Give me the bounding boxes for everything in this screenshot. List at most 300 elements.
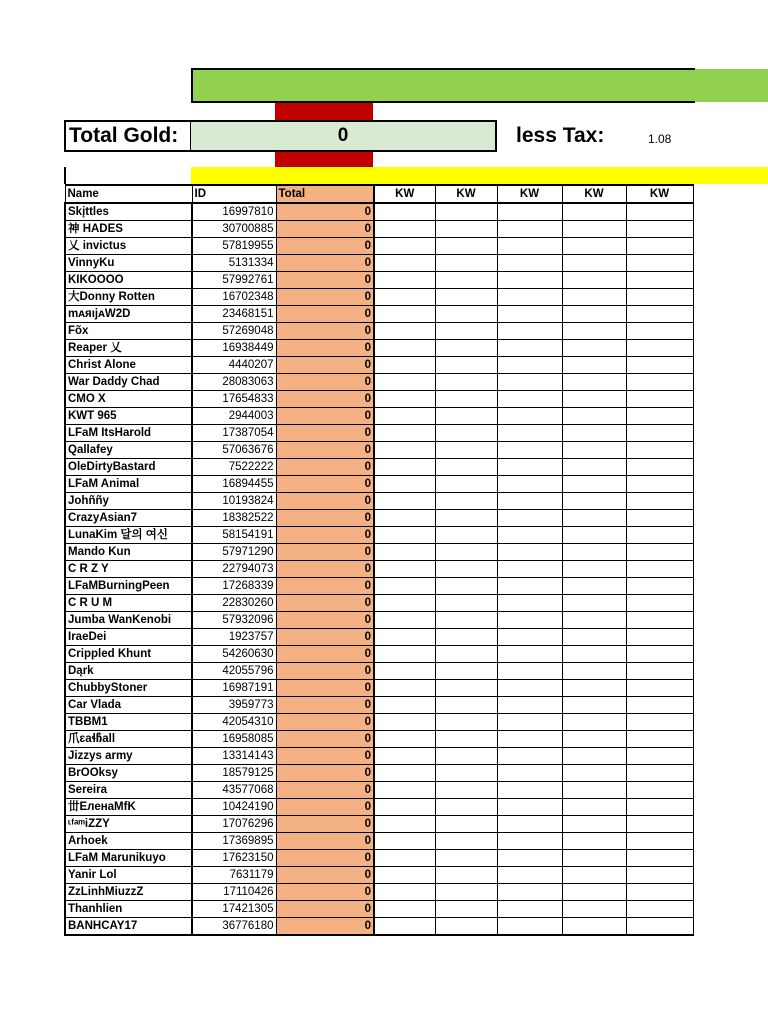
- name-cell[interactable]: Skįttles: [65, 203, 192, 221]
- kw-cell-4[interactable]: [562, 203, 626, 221]
- id-cell[interactable]: 54260630: [192, 646, 276, 663]
- kw-cell-4[interactable]: [562, 731, 626, 748]
- kw-cell-2[interactable]: [435, 425, 497, 442]
- kw-cell-5[interactable]: [626, 612, 693, 629]
- kw-cell-1[interactable]: [374, 203, 435, 221]
- kw-cell-5[interactable]: [626, 646, 693, 663]
- kw-cell-3[interactable]: [497, 714, 562, 731]
- total-cell[interactable]: 0: [276, 680, 374, 697]
- kw-cell-3[interactable]: [497, 510, 562, 527]
- kw-cell-4[interactable]: [562, 782, 626, 799]
- kw-cell-3[interactable]: [497, 544, 562, 561]
- column-header-id[interactable]: ID: [192, 185, 276, 203]
- kw-cell-1[interactable]: [374, 442, 435, 459]
- total-cell[interactable]: 0: [276, 850, 374, 867]
- kw-cell-1[interactable]: [374, 459, 435, 476]
- total-cell[interactable]: 0: [276, 255, 374, 272]
- kw-cell-1[interactable]: [374, 255, 435, 272]
- name-cell[interactable]: BANHCAY17: [65, 918, 192, 936]
- name-cell[interactable]: Car Vlada: [65, 697, 192, 714]
- kw-cell-2[interactable]: [435, 680, 497, 697]
- name-cell[interactable]: Mando Kun: [65, 544, 192, 561]
- kw-cell-2[interactable]: [435, 238, 497, 255]
- kw-cell-4[interactable]: [562, 459, 626, 476]
- kw-cell-5[interactable]: [626, 340, 693, 357]
- name-cell[interactable]: KWT 965: [65, 408, 192, 425]
- id-cell[interactable]: 10193824: [192, 493, 276, 510]
- total-cell[interactable]: 0: [276, 833, 374, 850]
- kw-cell-3[interactable]: [497, 765, 562, 782]
- id-cell[interactable]: 57971290: [192, 544, 276, 561]
- id-cell[interactable]: 57269048: [192, 323, 276, 340]
- kw-cell-3[interactable]: [497, 221, 562, 238]
- total-cell[interactable]: 0: [276, 374, 374, 391]
- kw-cell-5[interactable]: [626, 799, 693, 816]
- id-cell[interactable]: 57932096: [192, 612, 276, 629]
- total-cell[interactable]: 0: [276, 493, 374, 510]
- id-cell[interactable]: 36776180: [192, 918, 276, 936]
- kw-cell-1[interactable]: [374, 510, 435, 527]
- kw-cell-1[interactable]: [374, 629, 435, 646]
- total-cell[interactable]: 0: [276, 765, 374, 782]
- kw-cell-4[interactable]: [562, 374, 626, 391]
- kw-cell-2[interactable]: [435, 867, 497, 884]
- kw-cell-2[interactable]: [435, 578, 497, 595]
- kw-cell-3[interactable]: [497, 289, 562, 306]
- kw-cell-1[interactable]: [374, 595, 435, 612]
- kw-cell-5[interactable]: [626, 408, 693, 425]
- total-cell[interactable]: 0: [276, 884, 374, 901]
- kw-cell-4[interactable]: [562, 561, 626, 578]
- tax-value[interactable]: 1.08: [648, 132, 672, 146]
- kw-cell-4[interactable]: [562, 221, 626, 238]
- kw-cell-4[interactable]: [562, 391, 626, 408]
- kw-cell-1[interactable]: [374, 544, 435, 561]
- id-cell[interactable]: 5131334: [192, 255, 276, 272]
- name-cell[interactable]: Jumba WanKenobi: [65, 612, 192, 629]
- kw-cell-4[interactable]: [562, 476, 626, 493]
- kw-cell-5[interactable]: [626, 833, 693, 850]
- name-cell[interactable]: BrOOksy: [65, 765, 192, 782]
- kw-cell-5[interactable]: [626, 391, 693, 408]
- kw-cell-4[interactable]: [562, 629, 626, 646]
- name-cell[interactable]: 乂 invictus: [65, 238, 192, 255]
- kw-cell-1[interactable]: [374, 816, 435, 833]
- total-cell[interactable]: 0: [276, 901, 374, 918]
- kw-cell-1[interactable]: [374, 612, 435, 629]
- kw-cell-4[interactable]: [562, 357, 626, 374]
- kw-cell-1[interactable]: [374, 833, 435, 850]
- id-cell[interactable]: 17369895: [192, 833, 276, 850]
- kw-cell-2[interactable]: [435, 663, 497, 680]
- kw-cell-1[interactable]: [374, 272, 435, 289]
- total-cell[interactable]: 0: [276, 323, 374, 340]
- id-cell[interactable]: 58154191: [192, 527, 276, 544]
- kw-cell-2[interactable]: [435, 306, 497, 323]
- total-cell[interactable]: 0: [276, 459, 374, 476]
- kw-cell-5[interactable]: [626, 527, 693, 544]
- kw-cell-3[interactable]: [497, 816, 562, 833]
- kw-cell-1[interactable]: [374, 646, 435, 663]
- id-cell[interactable]: 16987191: [192, 680, 276, 697]
- kw-cell-5[interactable]: [626, 544, 693, 561]
- name-cell[interactable]: Crippled Khunt: [65, 646, 192, 663]
- name-cell[interactable]: C R U M: [65, 595, 192, 612]
- kw-cell-1[interactable]: [374, 731, 435, 748]
- kw-cell-4[interactable]: [562, 901, 626, 918]
- kw-cell-4[interactable]: [562, 510, 626, 527]
- id-cell[interactable]: 17421305: [192, 901, 276, 918]
- kw-cell-5[interactable]: [626, 203, 693, 221]
- kw-cell-5[interactable]: [626, 221, 693, 238]
- total-cell[interactable]: 0: [276, 357, 374, 374]
- kw-cell-1[interactable]: [374, 561, 435, 578]
- name-cell[interactable]: Thanhlien: [65, 901, 192, 918]
- kw-cell-4[interactable]: [562, 663, 626, 680]
- id-cell[interactable]: 7631179: [192, 867, 276, 884]
- kw-cell-1[interactable]: [374, 578, 435, 595]
- id-cell[interactable]: 13314143: [192, 748, 276, 765]
- id-cell[interactable]: 17387054: [192, 425, 276, 442]
- name-cell[interactable]: mᴀяιjᴀW2D: [65, 306, 192, 323]
- kw-cell-4[interactable]: [562, 425, 626, 442]
- kw-cell-2[interactable]: [435, 527, 497, 544]
- kw-cell-2[interactable]: [435, 884, 497, 901]
- id-cell[interactable]: 16958085: [192, 731, 276, 748]
- column-header-kw-3[interactable]: KW: [497, 185, 562, 203]
- name-cell[interactable]: Dąrk: [65, 663, 192, 680]
- kw-cell-5[interactable]: [626, 782, 693, 799]
- kw-cell-3[interactable]: [497, 357, 562, 374]
- total-cell[interactable]: 0: [276, 867, 374, 884]
- kw-cell-2[interactable]: [435, 357, 497, 374]
- id-cell[interactable]: 16938449: [192, 340, 276, 357]
- kw-cell-3[interactable]: [497, 833, 562, 850]
- kw-cell-5[interactable]: [626, 629, 693, 646]
- kw-cell-5[interactable]: [626, 884, 693, 901]
- id-cell[interactable]: 18382522: [192, 510, 276, 527]
- kw-cell-4[interactable]: [562, 323, 626, 340]
- kw-cell-4[interactable]: [562, 833, 626, 850]
- name-cell[interactable]: Qallafey: [65, 442, 192, 459]
- kw-cell-3[interactable]: [497, 595, 562, 612]
- kw-cell-4[interactable]: [562, 255, 626, 272]
- kw-cell-2[interactable]: [435, 850, 497, 867]
- kw-cell-5[interactable]: [626, 476, 693, 493]
- name-cell[interactable]: IraeDei: [65, 629, 192, 646]
- kw-cell-5[interactable]: [626, 272, 693, 289]
- kw-cell-5[interactable]: [626, 918, 693, 936]
- kw-cell-2[interactable]: [435, 289, 497, 306]
- kw-cell-3[interactable]: [497, 867, 562, 884]
- kw-cell-1[interactable]: [374, 493, 435, 510]
- id-cell[interactable]: 17268339: [192, 578, 276, 595]
- kw-cell-3[interactable]: [497, 680, 562, 697]
- id-cell[interactable]: 3959773: [192, 697, 276, 714]
- kw-cell-2[interactable]: [435, 442, 497, 459]
- id-cell[interactable]: 7522222: [192, 459, 276, 476]
- kw-cell-4[interactable]: [562, 408, 626, 425]
- kw-cell-4[interactable]: [562, 493, 626, 510]
- id-cell[interactable]: 16997810: [192, 203, 276, 221]
- total-cell[interactable]: 0: [276, 799, 374, 816]
- kw-cell-2[interactable]: [435, 561, 497, 578]
- kw-cell-2[interactable]: [435, 374, 497, 391]
- id-cell[interactable]: 28083063: [192, 374, 276, 391]
- kw-cell-1[interactable]: [374, 340, 435, 357]
- kw-cell-1[interactable]: [374, 901, 435, 918]
- kw-cell-1[interactable]: [374, 918, 435, 936]
- kw-cell-4[interactable]: [562, 867, 626, 884]
- id-cell[interactable]: 1923757: [192, 629, 276, 646]
- name-cell[interactable]: KIKOOOO: [65, 272, 192, 289]
- name-cell[interactable]: CMO X: [65, 391, 192, 408]
- total-cell[interactable]: 0: [276, 527, 374, 544]
- name-cell[interactable]: LFaM Animal: [65, 476, 192, 493]
- kw-cell-4[interactable]: [562, 595, 626, 612]
- kw-cell-4[interactable]: [562, 238, 626, 255]
- column-header-kw-4[interactable]: KW: [562, 185, 626, 203]
- kw-cell-3[interactable]: [497, 901, 562, 918]
- total-cell[interactable]: 0: [276, 544, 374, 561]
- kw-cell-4[interactable]: [562, 340, 626, 357]
- kw-cell-2[interactable]: [435, 612, 497, 629]
- kw-cell-5[interactable]: [626, 306, 693, 323]
- kw-cell-5[interactable]: [626, 255, 693, 272]
- kw-cell-3[interactable]: [497, 918, 562, 936]
- kw-cell-5[interactable]: [626, 578, 693, 595]
- total-cell[interactable]: 0: [276, 442, 374, 459]
- name-cell[interactable]: LFaMBurningPeen: [65, 578, 192, 595]
- kw-cell-3[interactable]: [497, 629, 562, 646]
- kw-cell-3[interactable]: [497, 527, 562, 544]
- kw-cell-4[interactable]: [562, 799, 626, 816]
- kw-cell-4[interactable]: [562, 578, 626, 595]
- kw-cell-1[interactable]: [374, 374, 435, 391]
- kw-cell-3[interactable]: [497, 408, 562, 425]
- kw-cell-1[interactable]: [374, 867, 435, 884]
- kw-cell-3[interactable]: [497, 782, 562, 799]
- total-cell[interactable]: 0: [276, 663, 374, 680]
- name-cell[interactable]: Fõx: [65, 323, 192, 340]
- kw-cell-1[interactable]: [374, 850, 435, 867]
- kw-cell-2[interactable]: [435, 765, 497, 782]
- kw-cell-3[interactable]: [497, 493, 562, 510]
- id-cell[interactable]: 57819955: [192, 238, 276, 255]
- kw-cell-3[interactable]: [497, 425, 562, 442]
- kw-cell-2[interactable]: [435, 629, 497, 646]
- total-cell[interactable]: 0: [276, 561, 374, 578]
- total-cell[interactable]: 0: [276, 578, 374, 595]
- id-cell[interactable]: 57063676: [192, 442, 276, 459]
- kw-cell-5[interactable]: [626, 442, 693, 459]
- name-cell[interactable]: Johññy: [65, 493, 192, 510]
- kw-cell-4[interactable]: [562, 646, 626, 663]
- kw-cell-3[interactable]: [497, 663, 562, 680]
- kw-cell-5[interactable]: [626, 850, 693, 867]
- total-cell[interactable]: 0: [276, 816, 374, 833]
- total-cell[interactable]: 0: [276, 697, 374, 714]
- kw-cell-4[interactable]: [562, 697, 626, 714]
- column-header-total[interactable]: Total: [276, 185, 374, 203]
- total-cell[interactable]: 0: [276, 476, 374, 493]
- name-cell[interactable]: 神 HADES: [65, 221, 192, 238]
- id-cell[interactable]: 2944003: [192, 408, 276, 425]
- kw-cell-5[interactable]: [626, 425, 693, 442]
- id-cell[interactable]: 17623150: [192, 850, 276, 867]
- total-cell[interactable]: 0: [276, 748, 374, 765]
- kw-cell-4[interactable]: [562, 714, 626, 731]
- name-cell[interactable]: Yanir Lol: [65, 867, 192, 884]
- total-cell[interactable]: 0: [276, 425, 374, 442]
- kw-cell-2[interactable]: [435, 918, 497, 936]
- name-cell[interactable]: Arhoek: [65, 833, 192, 850]
- kw-cell-1[interactable]: [374, 323, 435, 340]
- kw-cell-3[interactable]: [497, 374, 562, 391]
- kw-cell-1[interactable]: [374, 714, 435, 731]
- kw-cell-5[interactable]: [626, 510, 693, 527]
- kw-cell-5[interactable]: [626, 493, 693, 510]
- total-cell[interactable]: 0: [276, 782, 374, 799]
- kw-cell-2[interactable]: [435, 391, 497, 408]
- kw-cell-1[interactable]: [374, 884, 435, 901]
- id-cell[interactable]: 10424190: [192, 799, 276, 816]
- id-cell[interactable]: 57992761: [192, 272, 276, 289]
- kw-cell-1[interactable]: [374, 799, 435, 816]
- kw-cell-5[interactable]: [626, 765, 693, 782]
- kw-cell-1[interactable]: [374, 476, 435, 493]
- name-cell[interactable]: LunaKim 달의 여신: [65, 527, 192, 544]
- kw-cell-3[interactable]: [497, 884, 562, 901]
- kw-cell-3[interactable]: [497, 238, 562, 255]
- name-cell[interactable]: C R Z Y: [65, 561, 192, 578]
- kw-cell-3[interactable]: [497, 323, 562, 340]
- name-cell[interactable]: LFaM ItsHarold: [65, 425, 192, 442]
- kw-cell-2[interactable]: [435, 340, 497, 357]
- kw-cell-5[interactable]: [626, 748, 693, 765]
- kw-cell-5[interactable]: [626, 663, 693, 680]
- total-cell[interactable]: 0: [276, 731, 374, 748]
- id-cell[interactable]: 43577068: [192, 782, 276, 799]
- name-cell[interactable]: TBBM1: [65, 714, 192, 731]
- kw-cell-3[interactable]: [497, 850, 562, 867]
- id-cell[interactable]: 42054310: [192, 714, 276, 731]
- kw-cell-1[interactable]: [374, 408, 435, 425]
- kw-cell-3[interactable]: [497, 442, 562, 459]
- kw-cell-3[interactable]: [497, 697, 562, 714]
- kw-cell-1[interactable]: [374, 697, 435, 714]
- kw-cell-3[interactable]: [497, 476, 562, 493]
- kw-cell-3[interactable]: [497, 799, 562, 816]
- kw-cell-4[interactable]: [562, 765, 626, 782]
- kw-cell-2[interactable]: [435, 646, 497, 663]
- kw-cell-2[interactable]: [435, 459, 497, 476]
- id-cell[interactable]: 4440207: [192, 357, 276, 374]
- kw-cell-2[interactable]: [435, 595, 497, 612]
- name-cell[interactable]: VinnyKu: [65, 255, 192, 272]
- kw-cell-4[interactable]: [562, 544, 626, 561]
- total-cell[interactable]: 0: [276, 595, 374, 612]
- name-cell[interactable]: 爪ɛaɬჩall: [65, 731, 192, 748]
- column-header-kw-1[interactable]: KW: [374, 185, 435, 203]
- kw-cell-2[interactable]: [435, 748, 497, 765]
- total-cell[interactable]: 0: [276, 408, 374, 425]
- total-cell[interactable]: 0: [276, 289, 374, 306]
- kw-cell-1[interactable]: [374, 663, 435, 680]
- kw-cell-5[interactable]: [626, 731, 693, 748]
- column-header-name[interactable]: Name: [65, 185, 192, 203]
- total-cell[interactable]: 0: [276, 510, 374, 527]
- kw-cell-2[interactable]: [435, 833, 497, 850]
- kw-cell-1[interactable]: [374, 221, 435, 238]
- kw-cell-2[interactable]: [435, 255, 497, 272]
- kw-cell-5[interactable]: [626, 374, 693, 391]
- id-cell[interactable]: 22830260: [192, 595, 276, 612]
- kw-cell-1[interactable]: [374, 765, 435, 782]
- name-cell[interactable]: ZzLinhMiuzzZ: [65, 884, 192, 901]
- total-cell[interactable]: 0: [276, 918, 374, 936]
- id-cell[interactable]: 18579125: [192, 765, 276, 782]
- kw-cell-5[interactable]: [626, 714, 693, 731]
- name-cell[interactable]: ChubbyStoner: [65, 680, 192, 697]
- kw-cell-2[interactable]: [435, 323, 497, 340]
- kw-cell-1[interactable]: [374, 680, 435, 697]
- total-cell[interactable]: 0: [276, 238, 374, 255]
- kw-cell-2[interactable]: [435, 510, 497, 527]
- id-cell[interactable]: 30700885: [192, 221, 276, 238]
- id-cell[interactable]: 17110426: [192, 884, 276, 901]
- kw-cell-3[interactable]: [497, 578, 562, 595]
- total-cell[interactable]: 0: [276, 306, 374, 323]
- kw-cell-1[interactable]: [374, 357, 435, 374]
- kw-cell-1[interactable]: [374, 238, 435, 255]
- kw-cell-2[interactable]: [435, 476, 497, 493]
- kw-cell-2[interactable]: [435, 799, 497, 816]
- name-cell[interactable]: OleDirtyBastard: [65, 459, 192, 476]
- kw-cell-4[interactable]: [562, 442, 626, 459]
- kw-cell-3[interactable]: [497, 459, 562, 476]
- total-gold-value[interactable]: 0: [191, 120, 497, 152]
- kw-cell-5[interactable]: [626, 680, 693, 697]
- name-cell[interactable]: Christ Alone: [65, 357, 192, 374]
- kw-cell-5[interactable]: [626, 697, 693, 714]
- kw-cell-2[interactable]: [435, 272, 497, 289]
- kw-cell-4[interactable]: [562, 527, 626, 544]
- kw-cell-4[interactable]: [562, 918, 626, 936]
- name-cell[interactable]: CrazyAsian7: [65, 510, 192, 527]
- kw-cell-5[interactable]: [626, 867, 693, 884]
- kw-cell-5[interactable]: [626, 561, 693, 578]
- kw-cell-3[interactable]: [497, 306, 562, 323]
- name-cell[interactable]: 大Donny Rotten: [65, 289, 192, 306]
- kw-cell-5[interactable]: [626, 357, 693, 374]
- kw-cell-2[interactable]: [435, 697, 497, 714]
- id-cell[interactable]: 23468151: [192, 306, 276, 323]
- kw-cell-4[interactable]: [562, 272, 626, 289]
- kw-cell-1[interactable]: [374, 391, 435, 408]
- kw-cell-2[interactable]: [435, 816, 497, 833]
- kw-cell-2[interactable]: [435, 901, 497, 918]
- kw-cell-4[interactable]: [562, 816, 626, 833]
- kw-cell-4[interactable]: [562, 748, 626, 765]
- kw-cell-2[interactable]: [435, 221, 497, 238]
- kw-cell-3[interactable]: [497, 255, 562, 272]
- kw-cell-5[interactable]: [626, 238, 693, 255]
- kw-cell-1[interactable]: [374, 748, 435, 765]
- kw-cell-3[interactable]: [497, 391, 562, 408]
- name-cell[interactable]: LFaM Marunikuyo: [65, 850, 192, 867]
- column-header-kw-5[interactable]: KW: [626, 185, 693, 203]
